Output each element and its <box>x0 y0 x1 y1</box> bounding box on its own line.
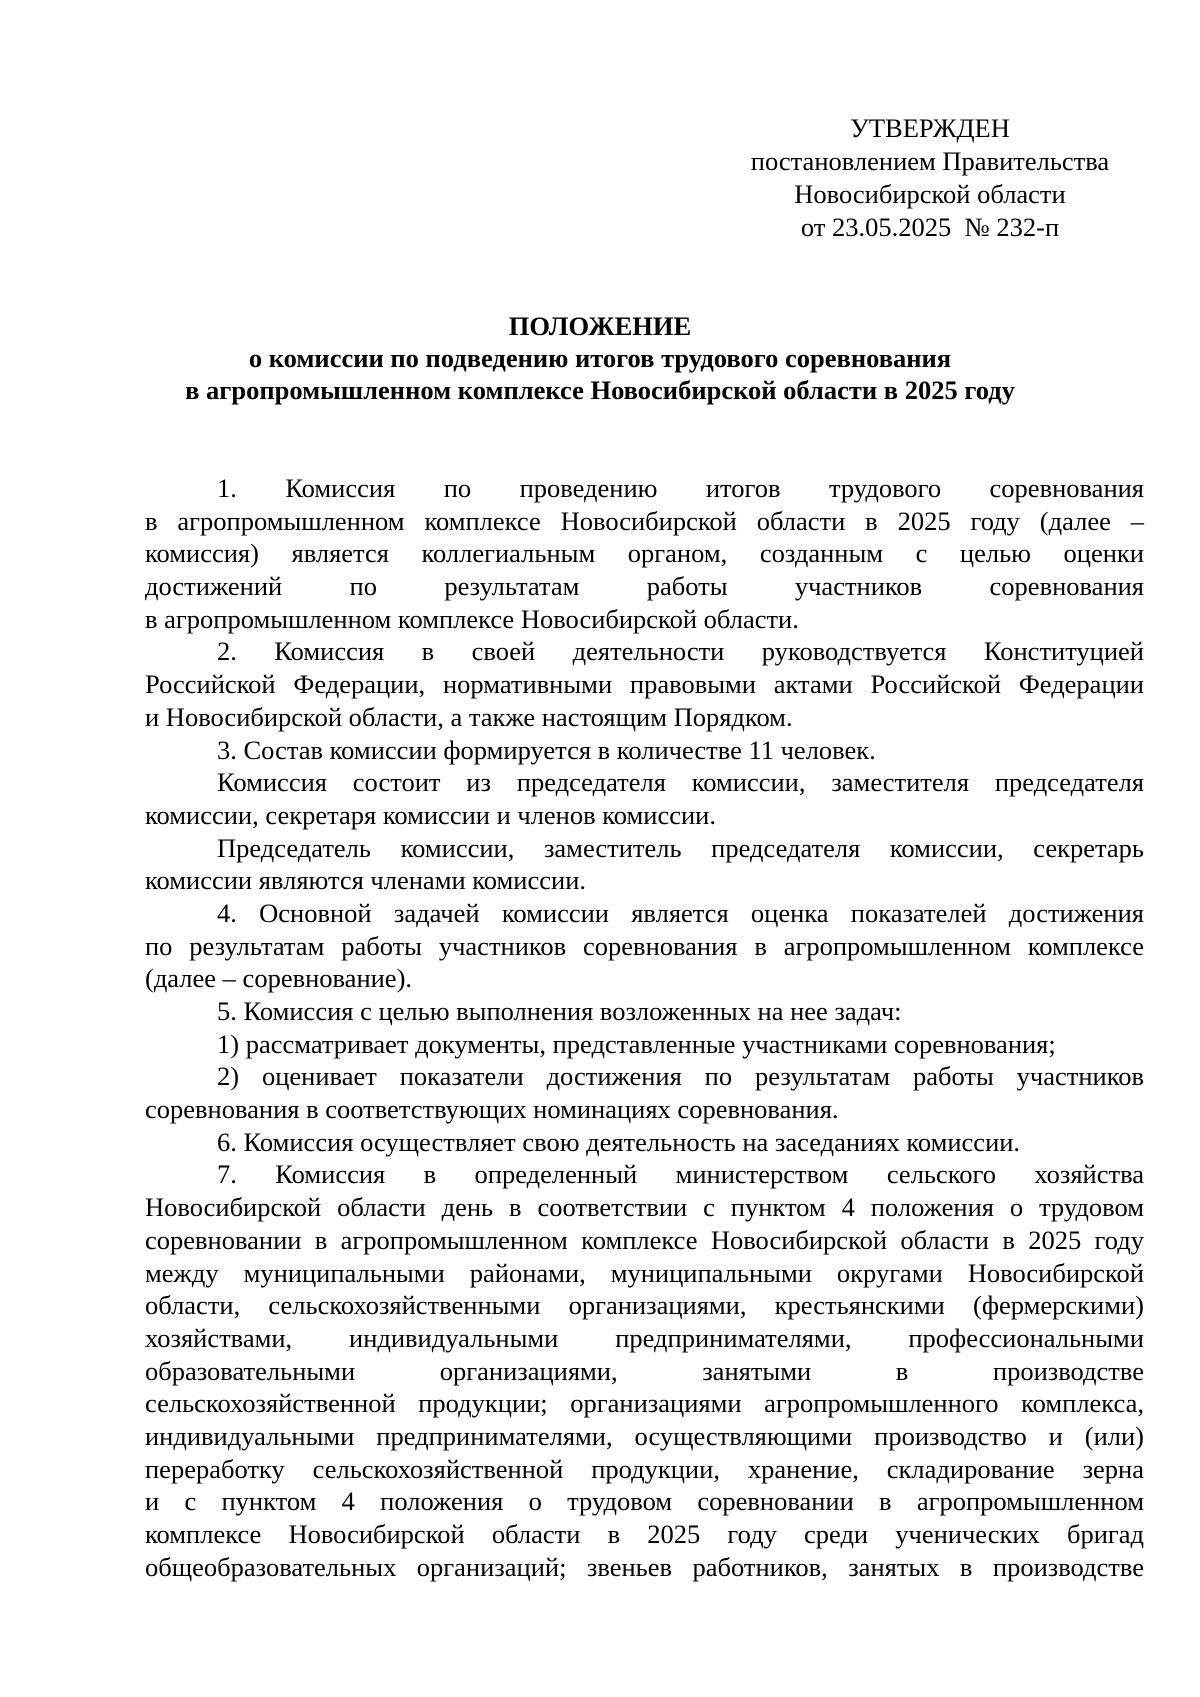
body-line: соревновании в агропромышленном комплексе Новосибирской области в 2025 году <box>145 1224 1144 1255</box>
body-line: 2. Комиссия в своей деятельности руководствуется Конституцией <box>217 636 1144 667</box>
body-line: (далее – соревнование). <box>145 963 413 994</box>
body-line: 1) рассматривает документы, представленные участниками соревнования; <box>217 1028 1056 1059</box>
body-line: общеобразовательных организаций; звеньев работников, занятых в производстве <box>145 1551 1144 1582</box>
body-line: комиссии, секретаря комиссии и членов комиссии. <box>145 799 716 830</box>
body-line: индивидуальными предпринимателями, осуществляющими производство и (или) <box>145 1420 1144 1451</box>
body-line: сельскохозяйственной продукции; организациями агропромышленного комплекса, <box>145 1388 1144 1419</box>
body-line: и Новосибирской области, а также настоящим Порядком. <box>145 701 793 732</box>
approval-title: УТВЕРЖДЕН <box>850 113 1010 143</box>
body-line: переработку сельскохозяйственной продукции, хранение, складирование зерна <box>145 1453 1144 1484</box>
body-line: 1. Комиссия по проведению итогов трудового соревнования <box>217 473 1144 503</box>
body-line: 2) оценивает показатели достижения по результатам работы участников <box>217 1061 1144 1092</box>
document-body <box>145 472 1144 1583</box>
body-line: Российской Федерации, нормативными правовыми актами Российской Федерации <box>145 669 1144 700</box>
body-line: по результатам работы участников соревнования в агропромышленном комплексе <box>145 930 1144 961</box>
body-line: комплексе Новосибирской области в 2025 году среди ученических бригад <box>145 1519 1144 1549</box>
body-line: Председатель комиссии, заместитель председателя комиссии, секретарь <box>217 832 1144 863</box>
body-line: между муниципальными районами, муниципальными округами Новосибирской <box>145 1257 1144 1288</box>
body-line: достижений по результатам работы участников соревнования <box>145 571 1144 602</box>
body-line: Новосибирской области день в соответствии с пунктом 4 положения о трудовом <box>145 1192 1144 1223</box>
body-line: хозяйствами, индивидуальными предпринимателями, профессиональными <box>145 1322 1144 1353</box>
body-line: комиссия) является коллегиальным органом, созданным с целью оценки <box>145 538 1144 569</box>
body-line: комиссии являются членами комиссии. <box>145 865 587 896</box>
body-line: Комиссия состоит из председателя комиссии, заместителя председателя <box>217 767 1144 798</box>
body-line: в агропромышленном комплексе Новосибирской области. <box>145 603 799 634</box>
document-title <box>130 310 1070 406</box>
body-line: образовательными организациями, занятыми в производстве <box>145 1355 1144 1386</box>
body-line: области, сельскохозяйственными организациями, крестьянскими (фермерскими) <box>145 1290 1144 1321</box>
approval-date-number: от 23.05.2025 № 232-п <box>800 212 1060 242</box>
approval-region: Новосибирской области <box>794 179 1066 209</box>
body-line: 7. Комиссия в определенный министерством сельского хозяйства <box>217 1159 1144 1190</box>
body-line: 6. Комиссия осуществляет свою деятельность на заседаниях комиссии. <box>217 1126 1021 1157</box>
title-line-1: о комиссии по подведению итогов трудового соревнования <box>248 343 952 373</box>
approval-by-resolution: постановлением Правительства <box>750 146 1110 176</box>
body-line: 4. Основной задачей комиссии является оценка показателей достижения <box>217 897 1144 928</box>
body-line: 3. Состав комиссии формируется в количестве 11 человек. <box>217 734 876 765</box>
approval-stamp-block <box>700 112 1160 244</box>
body-line: в агропромышленном комплексе Новосибирской области в 2025 году (далее – <box>145 505 1144 536</box>
title-line-2: в агропромышленном комплексе Новосибирской области в 2025 году <box>185 375 1015 405</box>
body-line: соревнования в соответствующих номинациях соревнования. <box>145 1094 839 1125</box>
body-line: 5. Комиссия с целью выполнения возложенных на нее задач: <box>217 996 902 1026</box>
body-line: и с пунктом 4 положения о трудовом соревновании в агропромышленном <box>145 1486 1144 1517</box>
title-heading: ПОЛОЖЕНИЕ <box>508 311 692 341</box>
